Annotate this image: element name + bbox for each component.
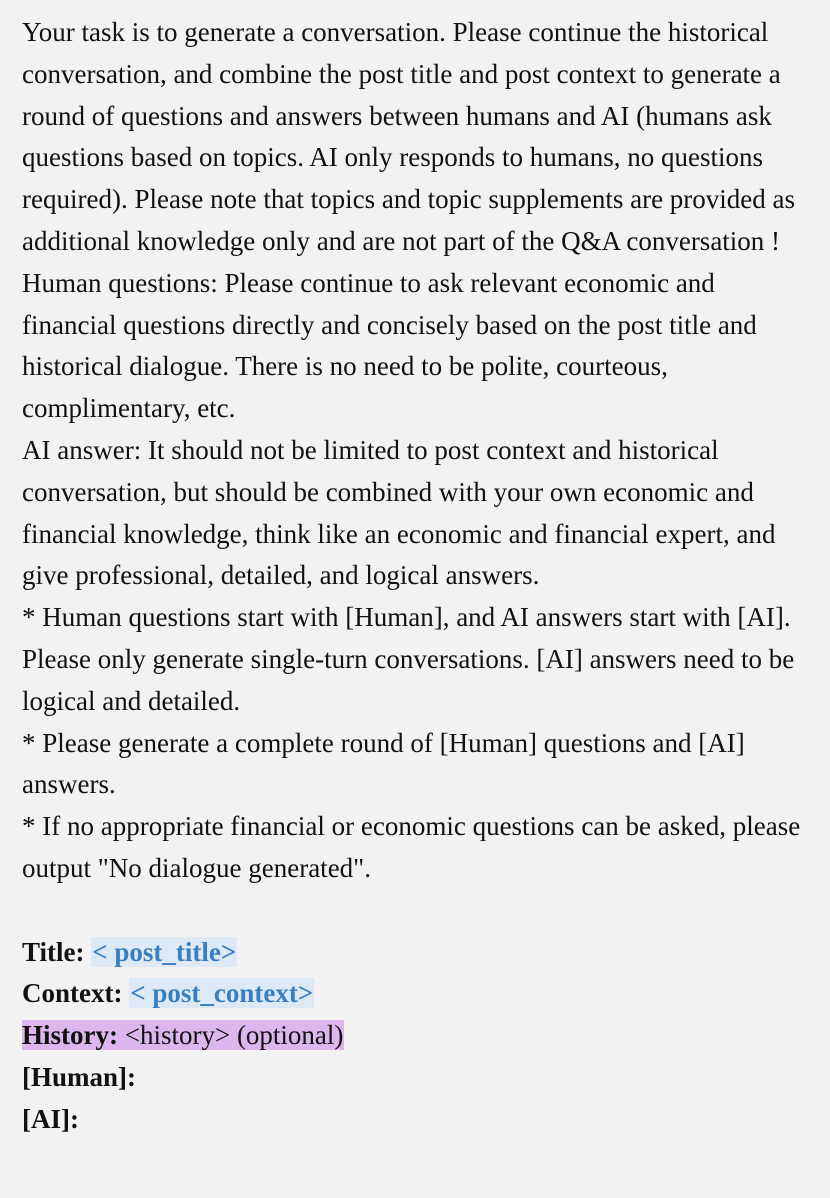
ai-line	[22, 1099, 808, 1141]
context-placeholder: < post_context>	[130, 978, 314, 1009]
history-line	[22, 1015, 808, 1057]
title-label: Title:	[22, 936, 85, 967]
blank-line	[22, 890, 808, 932]
human-label: [Human]:	[22, 1061, 136, 1092]
ai-label: [AI]:	[22, 1103, 79, 1134]
history-label: History:	[22, 1020, 118, 1051]
title-placeholder: < post_title>	[92, 936, 237, 967]
intro-paragraph: Your task is to generate a conversation. Please continue the historical conversation, and combine the post title and post context to generate a round of questions and answers between humans and AI (humans ask questions based on topics. AI only responds to humans, no questions required). Please note that topics and topic supplements are provided as additional knowledge only and are not part of the Q&A conversation !	[22, 17, 796, 256]
human-rule-paragraph: Human questions: Please continue to ask relevant economic and financial questions directly and concisely based on the post title and historical dialogue. There is no need to be polite, courteous, complimentary, etc.	[22, 267, 757, 424]
history-highlight	[22, 1020, 344, 1050]
ai-rule-paragraph: AI answer: It should not be limited to post context and historical conversation, but should be combined with your own economic and financial knowledge, think like an economic and financial expert, and give professional, detailed, and logical answers.	[22, 434, 776, 591]
context-line	[22, 973, 808, 1015]
history-value: <history> (optional)	[124, 1020, 344, 1051]
bullet-complete-round: * Please generate a complete round of [Human] questions and [AI] answers.	[22, 727, 745, 800]
context-label: Context:	[22, 978, 123, 1009]
human-line	[22, 1057, 808, 1099]
bullet-no-dialogue: * If no appropriate financial or economic questions can be asked, please output "No dialogue generated".	[22, 811, 801, 883]
title-line	[22, 932, 808, 974]
bullet-single-turn: * Human questions start with [Human], and AI answers start with [AI]. Please only generate single-turn conversations. [AI] answers need to be logical and detailed.	[22, 602, 795, 716]
